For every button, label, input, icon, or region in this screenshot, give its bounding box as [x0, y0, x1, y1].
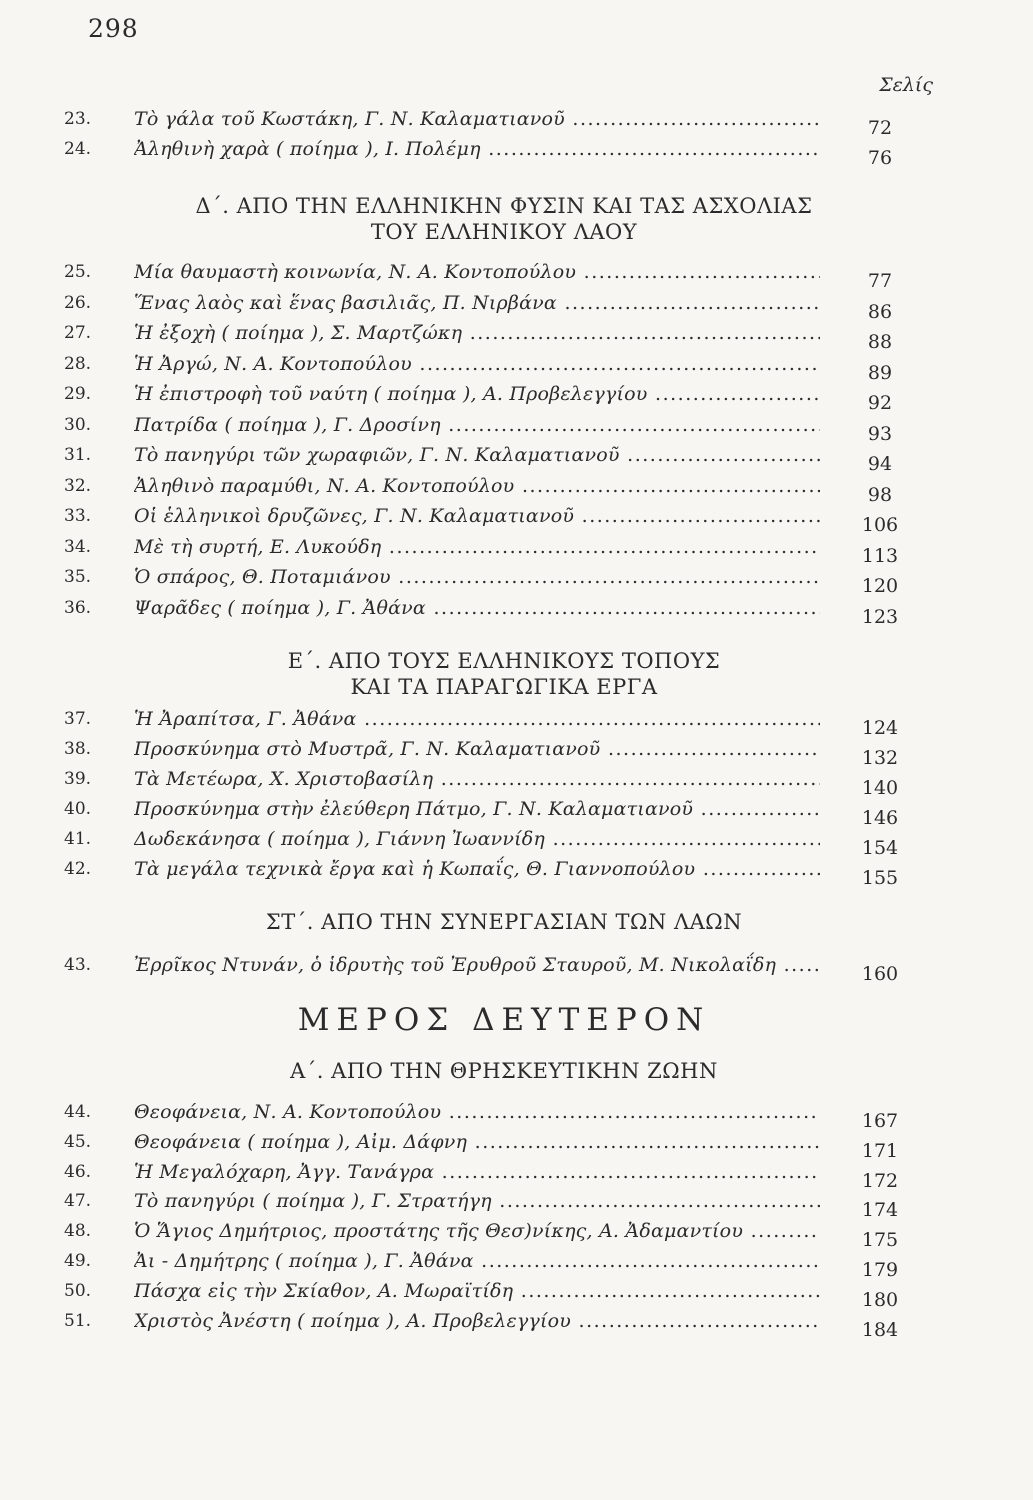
toc-entry-number: 41. — [64, 829, 92, 849]
section-heading-e — [64, 648, 944, 700]
toc-entry — [64, 440, 910, 475]
toc-entry-title: Προσκύνημα στὸ Μυστρᾶ, Γ. Ν. Καλαματιανοῦ ..... — [134, 734, 820, 764]
toc-entry-title: Τὸ πανηγύρι ( ποίημα ), Γ. Στρατήγη ..... — [134, 1186, 820, 1216]
toc-entry-title: Τὰ Μετέωρα, Χ. Χριστοβασίλη ..... — [134, 764, 820, 794]
toc-entry-title: Ἐρρῖκος Ντυνάν, ὁ ἱδρυτὴς τοῦ Ἐρυθροῦ Σταυροῦ, Μ. Νικολαΐδη ..... — [134, 950, 820, 980]
toc-entry-number: 51. — [64, 1310, 92, 1331]
toc-entry-title: Ἕνας λαὸς καὶ ἕνας βασιλιᾶς, Π. Νιρβάνα ..... — [134, 288, 820, 318]
toc-entry-number: 49. — [64, 1251, 92, 1271]
toc-entry-number: 34. — [64, 536, 92, 557]
toc-entry-number: 38. — [64, 739, 92, 759]
toc-entry — [64, 104, 910, 139]
section-heading-e-line1: Ε΄. ΑΠΟ ΤΟΥΣ ΕΛΛΗΝΙΚΟΥΣ ΤΟΠΟΥΣ — [287, 649, 721, 673]
section-heading-d-line1: Δ΄. ΑΠΟ ΤΗΝ ΕΛΛΗΝΙΚΗΝ ΦΥΣΙΝ ΚΑΙ ΤΑΣ ΑΣΧΟΛΙΑΣ — [195, 194, 813, 218]
page-number: 298 — [88, 14, 139, 43]
toc-entry-number: 39. — [64, 769, 92, 789]
toc-entry-page: 77 — [867, 270, 893, 292]
toc-entry-title: Θεοφάνεια ( ποίημα ), Αἰμ. Δάφνη ..... — [134, 1127, 820, 1157]
toc-entry-page: 86 — [867, 300, 893, 323]
toc-entry-number: 44. — [64, 1102, 92, 1122]
toc-entry-page: 172 — [861, 1169, 899, 1192]
toc-entry — [64, 704, 910, 739]
section-heading-st — [64, 909, 944, 935]
toc-entry-page: 123 — [861, 605, 899, 628]
toc-entry-title: Ἀληθινὴ χαρὰ ( ποίημα ), Ι. Πολέμη ..... — [134, 134, 820, 164]
toc-entry — [64, 1216, 910, 1252]
toc-entry-number: 37. — [64, 709, 92, 729]
toc-entry-title: Χριστὸς Ἀνέστη ( ποίημα ), Α. Προβελεγγίου ..... — [134, 1306, 820, 1336]
toc-entry — [64, 1186, 910, 1222]
toc-entry-page: 106 — [861, 514, 899, 536]
toc-entry — [64, 134, 910, 169]
toc-entry-number: 45. — [64, 1131, 92, 1152]
toc-entry — [64, 593, 910, 628]
toc-entry — [64, 532, 910, 567]
section-heading-e-line2: ΚΑΙ ΤΑ ΠΑΡΑΓΩΓΙΚΑ ΕΡΓΑ — [350, 675, 658, 699]
toc-entry — [64, 471, 910, 506]
toc-entry-number: 26. — [64, 292, 92, 313]
toc-entry-number: 48. — [64, 1221, 92, 1242]
toc-entry-page: 167 — [861, 1110, 899, 1132]
toc-entry-number: 47. — [64, 1191, 92, 1212]
toc-entry-number: 28. — [64, 353, 92, 374]
toc-entry-title: Ἀληθινὸ παραμύθι, Ν. Α. Κοντοπούλου ..... — [134, 471, 820, 501]
toc-entry-page: 146 — [861, 807, 899, 829]
toc-entry-page: 88 — [867, 331, 893, 353]
toc-entry-page: 93 — [867, 422, 893, 445]
toc-entry-page: 180 — [861, 1288, 899, 1311]
toc-entry-title: Ὁ σπάρος, Θ. Ποταμιάνου ..... — [134, 562, 820, 592]
toc-entry — [64, 734, 910, 769]
toc-entry-title: Ψαρᾶδες ( ποίημα ), Γ. Ἀθάνα ..... — [134, 593, 820, 623]
toc-entry-page: 171 — [861, 1139, 899, 1162]
toc-entry — [64, 1097, 910, 1132]
toc-entry-number: 27. — [64, 323, 92, 343]
toc-entry — [64, 764, 910, 799]
toc-entry-number: 40. — [64, 799, 92, 819]
toc-entry-number: 36. — [64, 597, 92, 618]
toc-entry-page: 132 — [861, 747, 899, 769]
part-two-heading: ΜΕΡΟΣ ΔΕΥΤΕΡΟΝ — [297, 1002, 711, 1038]
toc-entry-page: 72 — [867, 117, 893, 139]
toc-entry — [64, 1276, 910, 1311]
toc-entry-title: Ἡ Ἀργώ, Ν. Α. Κοντοπούλου ..... — [134, 349, 820, 379]
toc-entry-page: 155 — [861, 867, 899, 889]
section-heading-d — [64, 193, 944, 245]
toc-entry-number: 29. — [64, 384, 92, 404]
toc-entry-title: Πατρίδα ( ποίημα ), Γ. Δροσίνη ..... — [134, 410, 820, 440]
toc-entry-number: 24. — [64, 139, 92, 159]
toc-entry-page: 174 — [861, 1199, 899, 1222]
toc-entry-page: 154 — [861, 837, 899, 859]
section-heading-a — [64, 1058, 944, 1084]
toc-entry — [64, 318, 910, 353]
toc-entry-number: 30. — [64, 414, 92, 435]
toc-entry-title: Ὁ Ἅγιος Δημήτριος, προστάτης τῆς Θεσ)νίκης, Α. Ἀδαμαντίου ..... — [134, 1216, 820, 1246]
toc-entry — [64, 1127, 910, 1162]
toc-entry-title: Μὲ τὴ συρτή, Ε. Λυκούδη ..... — [134, 532, 820, 562]
toc-entry-page: 98 — [867, 483, 893, 506]
toc-entry-number: 42. — [64, 859, 92, 879]
toc-entry-title: Πάσχα εἰς τὴν Σκίαθον, Α. Μωραϊτίδη ..... — [134, 1276, 820, 1306]
toc-entry-page: 124 — [861, 717, 899, 739]
toc-entry-number: 43. — [64, 955, 92, 975]
toc-entry-page: 92 — [867, 392, 893, 414]
toc-entry-title: Μία θαυμαστὴ κοινωνία, Ν. Α. Κοντοπούλου ..... — [134, 257, 820, 287]
toc-entry-title: Ἡ ἐπιστροφὴ τοῦ ναύτη ( ποίημα ), Α. Προβελεγγίου ..... — [134, 379, 820, 409]
toc-entry-page: 160 — [861, 963, 899, 985]
toc-entry — [64, 794, 910, 829]
toc-entry-title: Ἀι - Δημήτρης ( ποίημα ), Γ. Ἀθάνα ..... — [134, 1246, 820, 1276]
toc-entry — [64, 854, 910, 889]
toc-entry — [64, 1157, 910, 1192]
toc-entry — [64, 824, 910, 859]
toc-entry-title: Τὸ πανηγύρι τῶν χωραφιῶν, Γ. Ν. Καλαματιανοῦ ..... — [134, 440, 820, 470]
toc-entry-page: 113 — [861, 544, 899, 567]
toc-entry-number: 33. — [64, 506, 92, 526]
toc-entry-page: 94 — [867, 453, 893, 475]
toc-entry-page: 184 — [861, 1318, 899, 1341]
toc-entry — [64, 1246, 910, 1281]
toc-entry-title: Δωδεκάνησα ( ποίημα ), Γιάννη Ἰωαννίδη ..... — [134, 824, 820, 854]
toc-entry-page: 89 — [867, 361, 893, 384]
toc-entry-number: 25. — [64, 262, 92, 282]
toc-entry — [64, 1306, 910, 1341]
toc-entry — [64, 349, 910, 384]
toc-entry — [64, 288, 910, 323]
toc-entry-title: Ἡ ἐξοχὴ ( ποίημα ), Σ. Μαρτζώκη ..... — [134, 318, 820, 348]
toc-entry-page: 140 — [861, 777, 899, 799]
toc-entry-number: 46. — [64, 1161, 92, 1182]
toc-entry-title: Τὰ μεγάλα τεχνικὰ ἔργα καὶ ἡ Κωπαΐς, Θ. Γιαννοπούλου ..... — [134, 854, 820, 884]
toc-entry-number: 35. — [64, 567, 92, 587]
toc-entry-number: 31. — [64, 445, 92, 465]
section-heading-st-line1: ΣΤ΄. ΑΠΟ ΤΗΝ ΣΥΝΕΡΓΑΣΙΑΝ ΤΩΝ ΛΑΩΝ — [265, 910, 743, 934]
toc-entry — [64, 257, 910, 292]
toc-entry-page: 179 — [861, 1259, 899, 1281]
toc-entry-page: 120 — [861, 575, 899, 597]
page-column-heading: Σελίς — [879, 74, 933, 96]
toc-entry-number: 32. — [64, 475, 92, 496]
toc-entry-number: 23. — [64, 109, 92, 129]
toc-entry — [64, 410, 910, 445]
toc-entry-page: 175 — [861, 1229, 899, 1252]
toc-entry-title: Οἱ ἑλληνικοὶ δρυζῶνες, Γ. Ν. Καλαματιανοῦ ..... — [134, 501, 820, 531]
toc-entry-title: Ἡ Ἀραπίτσα, Γ. Ἀθάνα ..... — [134, 704, 820, 734]
toc-entry-title: Προσκύνημα στὴν ἐλεύθερη Πάτμο, Γ. Ν. Καλαματιανοῦ ..... — [134, 794, 820, 824]
section-heading-a-line1: Α΄. ΑΠΟ ΤΗΝ ΘΡΗΣΚΕΥΤΙΚΗΝ ΖΩΗΝ — [290, 1059, 718, 1083]
toc-entry-number: 50. — [64, 1280, 92, 1301]
section-heading-d-line2: ΤΟΥ ΕΛΛΗΝΙΚΟΥ ΛΑΟΥ — [370, 220, 638, 244]
toc-entry — [64, 379, 910, 414]
toc-entry-title: Ἡ Μεγαλόχαρη, Ἀγγ. Τανάγρα ..... — [134, 1157, 820, 1187]
toc-entry-title: Τὸ γάλα τοῦ Κωστάκη, Γ. Ν. Καλαματιανοῦ ..... — [134, 104, 820, 134]
toc-entry — [64, 950, 910, 985]
toc-entry-title: Θεοφάνεια, Ν. Α. Κοντοπούλου ..... — [134, 1097, 820, 1127]
toc-entry — [64, 562, 910, 597]
toc-entry — [64, 501, 910, 536]
toc-entry-page: 76 — [867, 147, 893, 169]
